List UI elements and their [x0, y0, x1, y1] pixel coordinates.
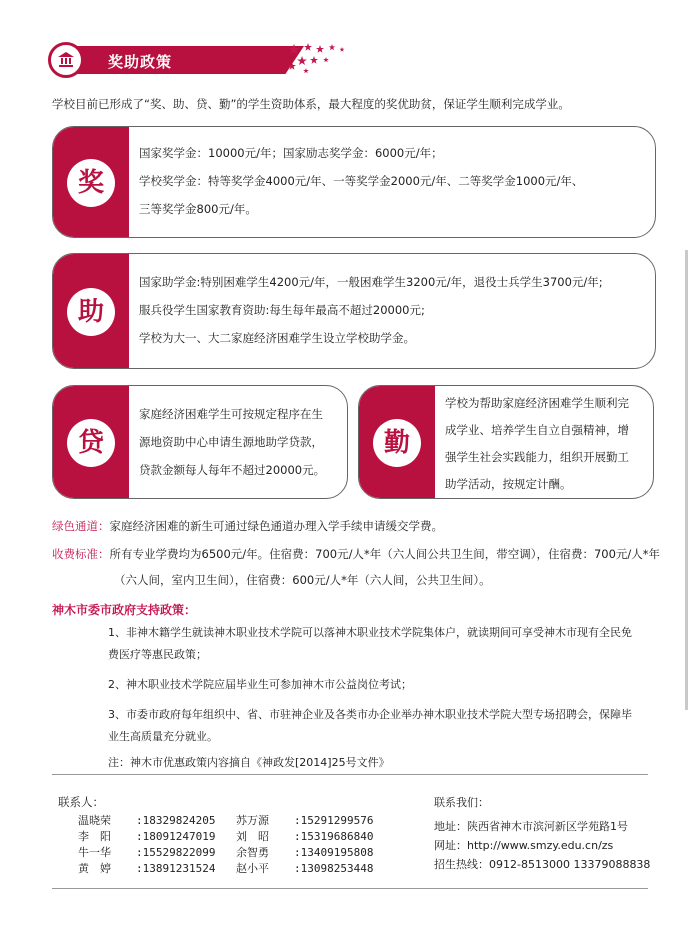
contact-phone: :18329824205 — [136, 814, 216, 827]
policy-list — [104, 622, 664, 774]
fee-standard-line1: 所有专业学费均为6500元/年。住宿费：700元/人*年（六人间公共卫生间，带空调），住宿费：700元/人*年 — [109, 547, 661, 561]
policy-item: 业生高质量充分就业。 — [108, 730, 218, 743]
header-title: 奖助政策 — [108, 53, 173, 71]
intro-text: 学校目前已形成了“奖、助、贷、勤”的学生资助体系，最大程度的奖优助贫，保证学生顺利完成学业。 — [52, 97, 570, 111]
contact-phone: :13891231524 — [136, 862, 216, 875]
contact-person — [236, 844, 373, 860]
card-line: 成学业、培养学生自立自强精神，增 — [445, 423, 629, 437]
card-line: 助学活动，按规定计酬。 — [445, 477, 572, 491]
contact-name: 刘 昭 — [236, 830, 269, 843]
contact-phone: :18091247019 — [136, 830, 216, 843]
card-body — [139, 268, 641, 352]
school-logo-icon — [56, 50, 76, 70]
contact-us-title: 联系我们： — [434, 796, 489, 809]
contact-name: 牛一华 — [78, 846, 111, 859]
card-line: 三等奖学金800元/年。 — [139, 202, 257, 216]
card-char-circle: 勤 — [373, 419, 421, 467]
card-line: 家庭经济困难学生可按规定程序在生 — [139, 407, 323, 421]
policy-item: 2、神木职业技术学院应届毕业生可参加神木市公益岗位考试； — [108, 678, 412, 691]
card-loan — [52, 385, 348, 499]
contact-name: 赵小平 — [236, 862, 269, 875]
contact-person — [236, 860, 373, 876]
school-logo — [48, 42, 84, 78]
section-header — [48, 42, 308, 76]
contact-name: 黄 婷 — [78, 862, 111, 875]
card-body — [445, 390, 639, 498]
contact-person — [78, 812, 215, 828]
contact-phone: :13098253448 — [294, 862, 374, 875]
card-scholarship — [52, 126, 656, 238]
card-body — [139, 400, 333, 484]
card-body — [139, 139, 641, 223]
policy-note: 注：神木市优惠政策内容摘自《神政发[2014]25号文件》 — [108, 756, 390, 769]
policy-item: 3、市委市政府每年组织中、省、市驻神企业及各类市办企业举办神木职业技术学院大型专场招聘会，保障毕 — [108, 708, 632, 721]
card-line: 学校为帮助家庭经济困难学生顺利完 — [445, 396, 629, 410]
card-line: 强学生社会实践能力，组织开展勤工 — [445, 450, 629, 464]
contact-phone: :15319686840 — [294, 830, 374, 843]
policy-title: 神木市委市政府支持政策： — [52, 603, 197, 617]
divider-top — [52, 774, 648, 775]
fee-standard — [52, 546, 660, 562]
card-line: 学校奖学金：特等奖学金4000元/年、一等奖学金2000元/年、二等奖学金1000元/年、 — [139, 174, 584, 188]
green-channel-text: 家庭经济困难的新生可通过绿色通道办理入学手续申请缓交学费。 — [109, 519, 443, 533]
card-line: 贷款金额每人每年不超过20000元。 — [139, 463, 326, 477]
contact-person — [78, 844, 215, 860]
card-char-circle: 助 — [67, 288, 115, 336]
card-char-circle: 奖 — [67, 159, 115, 207]
contact-phone: :15291299576 — [294, 814, 374, 827]
card-line: 服兵役学生国家教育资助:每生每年最高不超过20000元; — [139, 303, 425, 317]
divider-bottom — [52, 888, 648, 889]
contact-person — [78, 828, 215, 844]
header-bar — [72, 46, 304, 74]
contact-person — [78, 860, 215, 876]
contact-name: 苏万源 — [236, 814, 269, 827]
policy-item: 费医疗等惠民政策； — [108, 648, 207, 661]
contact-name: 温晓荣 — [78, 814, 111, 827]
contact-name: 李 阳 — [78, 830, 111, 843]
card-grant — [52, 253, 656, 369]
contact-phone: :13409195808 — [294, 846, 374, 859]
green-channel — [52, 518, 443, 534]
card-line: 学校为大一、大二家庭经济困难学生设立学校助学金。 — [139, 331, 415, 345]
contacts-title: 联系人： — [58, 795, 104, 809]
contact-person — [236, 828, 373, 844]
card-line: 源地资助中心申请生源地助学贷款， — [139, 435, 323, 449]
contact-person — [236, 812, 373, 828]
card-line: 国家奖学金：10000元/年；国家励志奖学金：6000元/年； — [139, 146, 443, 160]
card-char-circle: 贷 — [67, 419, 115, 467]
green-channel-label: 绿色通道： — [52, 519, 110, 533]
contact-phone: :15529822099 — [136, 846, 216, 859]
fee-standard-line2: （六人间，室内卫生间），住宿费：600元/人*年（六人间，公共卫生间）。 — [114, 573, 491, 587]
fee-standard-label: 收费标准： — [52, 547, 110, 561]
card-work-study — [358, 385, 654, 499]
stars-decoration-icon — [284, 42, 354, 76]
contact-address: 地址：陕西省神木市滨河新区学苑路1号 — [434, 820, 628, 833]
card-line: 国家助学金:特别困难学生4200元/年，一般困难学生3200元/年，退役士兵学生3700元/年; — [139, 275, 603, 289]
contact-website[interactable]: 网址：http://www.smzy.edu.cn/zs — [434, 839, 614, 852]
policy-item: 1、非神木籍学生就读神木职业技术学院可以落神木职业技术学院集体户，就读期间可享受神木市现有全民免 — [108, 626, 632, 639]
contact-hotline: 招生热线：0912-8513000 13379088838 — [434, 858, 651, 871]
contact-name: 余智勇 — [236, 846, 269, 859]
